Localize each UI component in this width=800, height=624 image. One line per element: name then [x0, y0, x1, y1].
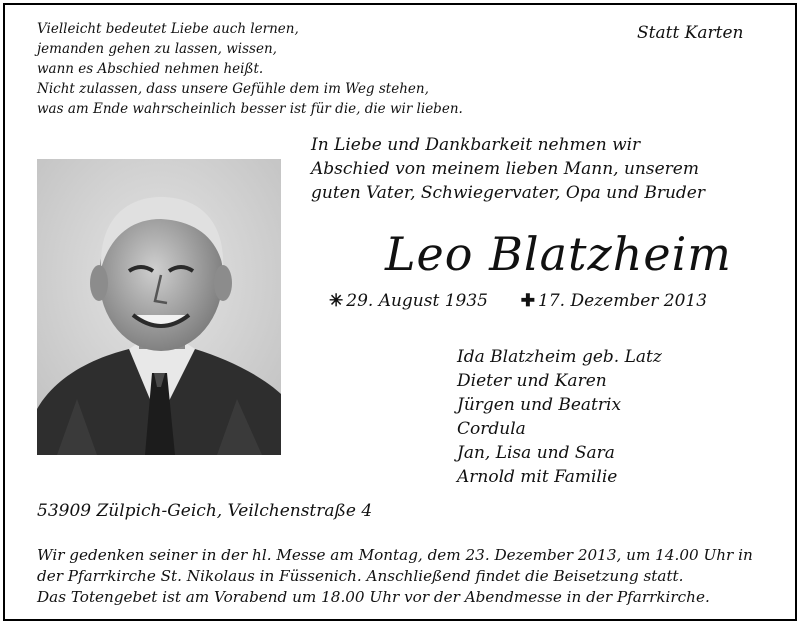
service-announcement	[37, 545, 753, 608]
portrait-illustration	[37, 159, 281, 455]
mourner-entry: Dieter und Karen	[457, 371, 607, 391]
mourners-list	[457, 345, 662, 489]
birth-date	[329, 291, 488, 311]
poem-line: Nicht zulassen, dass unsere Gefühle dem im Weg stehen,	[37, 81, 429, 97]
mourner-entry: Ida Blatzheim geb. Latz	[457, 347, 662, 367]
intro-line: Abschied von meinem lieben Mann, unserem	[311, 159, 699, 179]
intro-line: guten Vater, Schwiegervater, Opa und Bruder	[311, 183, 705, 203]
poem-line: was am Ende wahrscheinlich besser ist für die, die wir lieben.	[37, 101, 463, 117]
statt-karten-label: Statt Karten	[637, 23, 744, 43]
death-cross-icon: ✚	[520, 291, 536, 311]
portrait-photo	[37, 159, 281, 455]
intro-text	[311, 133, 705, 205]
family-address: 53909 Zülpich-Geich, Veilchenstraße 4	[37, 501, 373, 521]
death-date-text: 17. Dezember 2013	[538, 291, 708, 311]
intro-line: In Liebe und Dankbarkeit nehmen wir	[311, 135, 641, 155]
mourner-entry: Cordula	[457, 419, 526, 439]
deceased-name: Leo Blatzheim	[385, 227, 732, 281]
mourner-entry: Arnold mit Familie	[457, 467, 618, 487]
poem-line: wann es Abschied nehmen heißt.	[37, 61, 264, 77]
obituary-notice	[3, 3, 797, 621]
mourner-entry: Jürgen und Beatrix	[457, 395, 622, 415]
mourner-entry: Jan, Lisa und Sara	[457, 443, 615, 463]
birth-date-text: 29. August 1935	[346, 291, 488, 311]
death-date	[521, 291, 707, 311]
service-line: Das Totengebet ist am Vorabend um 18.00 Uhr vor der Abendmesse in der Pfarrkirche.	[37, 588, 710, 606]
poem-line: Vielleicht bedeutet Liebe auch lernen,	[37, 21, 299, 37]
life-dates	[329, 291, 707, 311]
poem	[37, 19, 463, 119]
birth-star-icon: ✳	[329, 291, 344, 311]
service-line: Wir gedenken seiner in der hl. Messe am Montag, dem 23. Dezember 2013, um 14.00 Uhr in	[37, 546, 753, 564]
poem-line: jemanden gehen zu lassen, wissen,	[37, 41, 277, 57]
service-line: der Pfarrkirche St. Nikolaus in Füssenich. Anschließend findet die Beisetzung statt.	[37, 567, 684, 585]
